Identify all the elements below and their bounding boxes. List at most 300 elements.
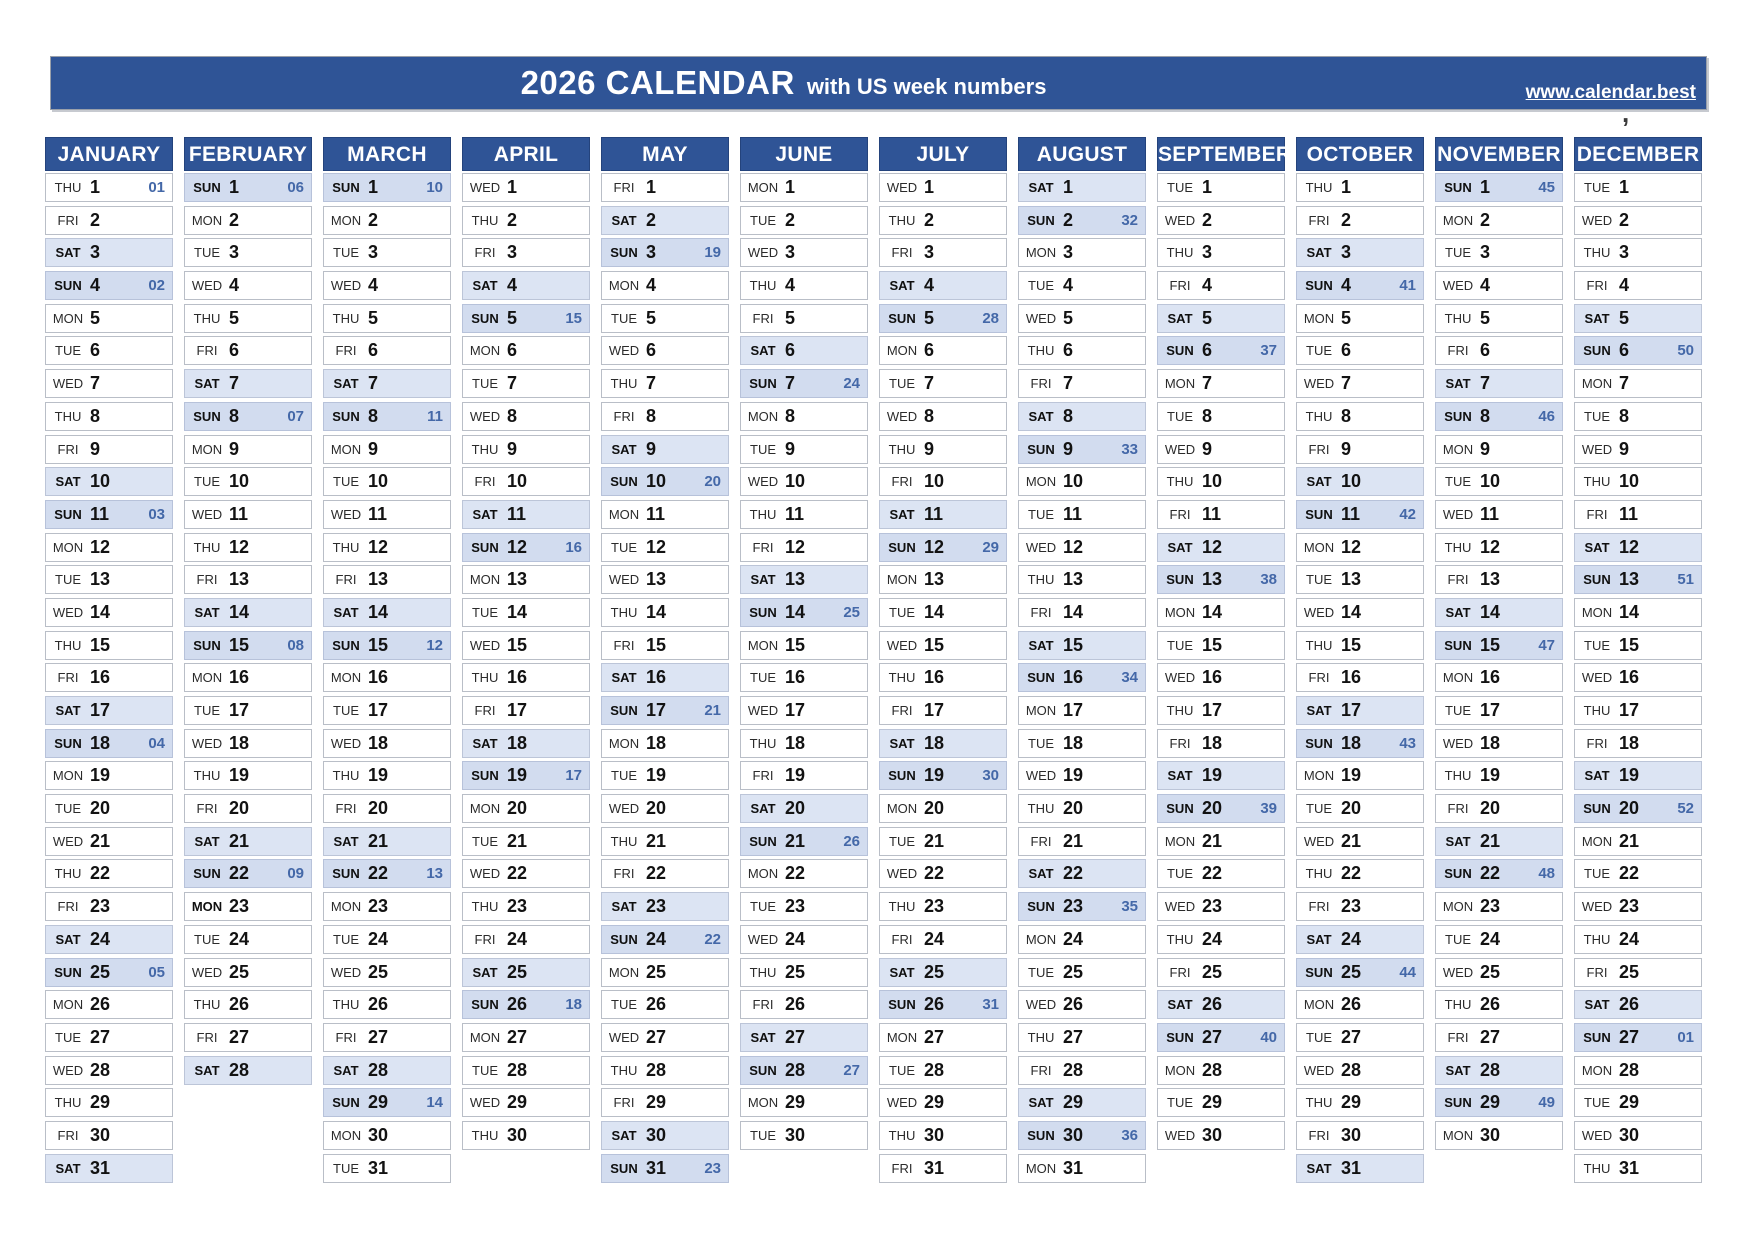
day-of-week-label: SUN bbox=[610, 245, 638, 261]
day-of-week-label: MON bbox=[1442, 1127, 1474, 1143]
day-number: 8 bbox=[646, 405, 657, 426]
day-number: 23 bbox=[1341, 896, 1362, 917]
day-cell bbox=[1435, 533, 1563, 562]
day-of-week-label: FRI bbox=[891, 1160, 913, 1176]
month-header: OCTOBER bbox=[1296, 137, 1424, 171]
day-cell bbox=[45, 435, 173, 464]
day-of-week-label: FRI bbox=[613, 637, 635, 653]
day-cell bbox=[323, 1121, 451, 1150]
day-cell bbox=[45, 729, 173, 758]
day-cell bbox=[1018, 336, 1146, 365]
day-cell bbox=[323, 304, 451, 333]
day-cell bbox=[323, 402, 451, 431]
day-cell bbox=[1157, 958, 1285, 987]
day-of-week-label: FRI bbox=[196, 1029, 218, 1045]
day-number: 1 bbox=[1619, 177, 1630, 197]
day-cell bbox=[323, 958, 451, 987]
day-of-week-label: MON bbox=[1442, 441, 1474, 457]
day-cell bbox=[184, 435, 312, 464]
day-number: 18 bbox=[90, 732, 111, 753]
week-number: 02 bbox=[148, 277, 165, 295]
day-cell bbox=[184, 631, 312, 660]
day-number: 3 bbox=[1202, 242, 1213, 263]
day-number: 6 bbox=[924, 340, 935, 361]
day-number: 7 bbox=[1619, 373, 1630, 394]
day-number: 15 bbox=[368, 634, 389, 655]
day-number: 6 bbox=[1341, 340, 1352, 361]
day-number: 24 bbox=[1202, 928, 1223, 949]
day-cell bbox=[879, 892, 1007, 921]
day-number: 15 bbox=[1341, 634, 1362, 655]
day-cell bbox=[1574, 696, 1702, 725]
day-cell bbox=[1296, 467, 1424, 496]
day-number: 25 bbox=[368, 961, 389, 982]
month-header: AUGUST bbox=[1018, 137, 1146, 171]
day-number: 1 bbox=[924, 177, 935, 197]
day-of-week-label: MON bbox=[1442, 212, 1474, 228]
day-cell bbox=[1435, 794, 1563, 823]
day-cell bbox=[740, 729, 868, 758]
day-of-week-label: TUE bbox=[1584, 1095, 1610, 1111]
day-cell bbox=[601, 1056, 729, 1085]
day-number: 26 bbox=[1202, 994, 1223, 1015]
day-of-week-label: WED bbox=[1025, 310, 1057, 326]
day-cell bbox=[1018, 369, 1146, 398]
day-cell bbox=[879, 173, 1007, 202]
day-of-week-label: TUE bbox=[333, 245, 359, 261]
day-of-week-label: SAT bbox=[1028, 866, 1054, 882]
day-number: 26 bbox=[229, 994, 250, 1015]
day-number: 24 bbox=[229, 928, 250, 949]
day-of-week-label: SAT bbox=[472, 278, 498, 294]
day-number: 23 bbox=[1063, 896, 1084, 917]
day-cell bbox=[1574, 892, 1702, 921]
day-of-week-label: MON bbox=[330, 899, 362, 915]
day-of-week-label: TUE bbox=[611, 539, 637, 555]
day-cell bbox=[601, 369, 729, 398]
day-cell bbox=[879, 598, 1007, 627]
day-number: 15 bbox=[507, 634, 528, 655]
day-number: 11 bbox=[368, 503, 388, 524]
week-number: 46 bbox=[1538, 407, 1555, 425]
day-cell bbox=[45, 631, 173, 660]
day-number: 18 bbox=[1341, 732, 1362, 753]
day-cell bbox=[323, 794, 451, 823]
day-of-week-label: SUN bbox=[193, 180, 221, 195]
week-number: 36 bbox=[1121, 1126, 1138, 1144]
day-number: 22 bbox=[646, 863, 667, 884]
day-number: 22 bbox=[229, 863, 250, 884]
day-of-week-label: THU bbox=[610, 376, 638, 392]
day-cell bbox=[184, 271, 312, 300]
day-cell bbox=[45, 1121, 173, 1150]
day-cell bbox=[879, 794, 1007, 823]
day-of-week-label: MON bbox=[330, 441, 362, 457]
day-of-week-label: TUE bbox=[889, 376, 915, 392]
day-cell bbox=[1296, 761, 1424, 790]
day-of-week-label: MON bbox=[608, 506, 640, 522]
day-of-week-label: TUE bbox=[889, 604, 915, 620]
day-of-week-label: SUN bbox=[1444, 866, 1472, 882]
day-number: 21 bbox=[1202, 830, 1223, 851]
day-number: 18 bbox=[507, 732, 528, 753]
day-of-week-label: THU bbox=[1583, 703, 1611, 718]
day-cell bbox=[601, 435, 729, 464]
day-of-week-label: MON bbox=[330, 670, 362, 686]
day-of-week-label: FRI bbox=[1447, 1029, 1469, 1045]
day-of-week-label: MON bbox=[191, 670, 223, 686]
day-number: 6 bbox=[1202, 340, 1213, 361]
day-of-week-label: SAT bbox=[1167, 539, 1193, 555]
day-of-week-label: WED bbox=[1025, 539, 1057, 555]
day-cell bbox=[1574, 729, 1702, 758]
day-number: 20 bbox=[507, 798, 528, 819]
day-of-week-label: SUN bbox=[1444, 408, 1472, 424]
day-cell bbox=[1157, 761, 1285, 790]
day-cell bbox=[1296, 500, 1424, 529]
day-of-week-label: WED bbox=[747, 931, 779, 947]
day-number: 27 bbox=[229, 1026, 250, 1047]
month-column-march bbox=[323, 137, 451, 1186]
day-of-week-label: MON bbox=[1025, 703, 1057, 718]
day-of-week-label: MON bbox=[747, 408, 779, 424]
day-number: 5 bbox=[924, 307, 935, 328]
day-cell bbox=[45, 304, 173, 333]
day-of-week-label: TUE bbox=[194, 474, 220, 490]
day-of-week-label: THU bbox=[1166, 931, 1194, 947]
day-number: 3 bbox=[785, 242, 796, 263]
day-of-week-label: FRI bbox=[613, 866, 635, 882]
day-cell bbox=[1018, 631, 1146, 660]
day-of-week-label: FRI bbox=[1308, 1127, 1330, 1143]
day-cell bbox=[740, 925, 868, 954]
day-number: 9 bbox=[1202, 438, 1213, 459]
day-number: 2 bbox=[1341, 209, 1352, 230]
day-cell bbox=[1296, 238, 1424, 267]
day-cell bbox=[1018, 1154, 1146, 1183]
day-number: 25 bbox=[229, 961, 250, 982]
day-of-week-label: SUN bbox=[54, 278, 82, 294]
day-number: 6 bbox=[1480, 340, 1491, 361]
day-of-week-label: MON bbox=[608, 964, 640, 980]
day-cell bbox=[323, 631, 451, 660]
day-of-week-label: WED bbox=[1164, 441, 1196, 457]
day-of-week-label: THU bbox=[471, 1127, 499, 1143]
day-number: 8 bbox=[90, 405, 101, 426]
day-cell bbox=[1435, 304, 1563, 333]
day-of-week-label: TUE bbox=[1167, 180, 1193, 195]
day-cell bbox=[45, 761, 173, 790]
day-of-week-label: WED bbox=[52, 833, 84, 849]
day-of-week-label: WED bbox=[1025, 997, 1057, 1013]
day-number: 2 bbox=[1063, 209, 1074, 230]
day-number: 27 bbox=[785, 1026, 806, 1047]
day-cell bbox=[45, 533, 173, 562]
day-of-week-label: SAT bbox=[611, 1127, 637, 1143]
day-cell bbox=[1157, 173, 1285, 202]
day-of-week-label: TUE bbox=[55, 801, 81, 817]
day-number: 24 bbox=[368, 928, 389, 949]
day-cell bbox=[1435, 1121, 1563, 1150]
day-number: 9 bbox=[1619, 438, 1630, 459]
day-cell bbox=[323, 990, 451, 1019]
day-of-week-label: SAT bbox=[1306, 245, 1332, 261]
day-cell bbox=[1018, 761, 1146, 790]
day-number: 16 bbox=[1202, 667, 1223, 688]
day-cell bbox=[1296, 729, 1424, 758]
day-cell bbox=[462, 1121, 590, 1150]
day-cell bbox=[184, 794, 312, 823]
day-of-week-label: MON bbox=[608, 278, 640, 294]
day-cell bbox=[1296, 1023, 1424, 1052]
day-cell bbox=[879, 565, 1007, 594]
day-cell bbox=[1157, 598, 1285, 627]
day-number: 31 bbox=[924, 1157, 945, 1178]
day-cell bbox=[1574, 1154, 1702, 1183]
day-number: 9 bbox=[507, 438, 518, 459]
day-of-week-label: THU bbox=[888, 441, 916, 457]
day-number: 16 bbox=[1341, 667, 1362, 688]
day-of-week-label: THU bbox=[1166, 703, 1194, 718]
day-cell bbox=[879, 663, 1007, 692]
day-number: 12 bbox=[1341, 536, 1362, 557]
day-of-week-label: MON bbox=[1303, 997, 1335, 1013]
week-number: 05 bbox=[148, 963, 165, 981]
day-cell bbox=[323, 500, 451, 529]
day-of-week-label: WED bbox=[1442, 735, 1474, 751]
day-of-week-label: SAT bbox=[1167, 768, 1193, 784]
day-number: 3 bbox=[90, 242, 101, 263]
day-cell bbox=[1574, 958, 1702, 987]
day-cell bbox=[1296, 631, 1424, 660]
day-number: 14 bbox=[1619, 601, 1640, 622]
day-cell bbox=[740, 467, 868, 496]
day-of-week-label: SAT bbox=[1445, 604, 1471, 620]
day-number: 9 bbox=[924, 438, 935, 459]
day-of-week-label: SAT bbox=[1306, 474, 1332, 490]
day-cell bbox=[1018, 958, 1146, 987]
day-number: 9 bbox=[229, 438, 240, 459]
day-number: 10 bbox=[1619, 471, 1640, 492]
day-number: 13 bbox=[507, 569, 528, 590]
day-cell bbox=[1157, 892, 1285, 921]
day-of-week-label: FRI bbox=[891, 703, 913, 718]
day-number: 13 bbox=[646, 569, 667, 590]
day-of-week-label: THU bbox=[1444, 310, 1472, 326]
day-of-week-label: FRI bbox=[1169, 735, 1191, 751]
day-number: 12 bbox=[507, 536, 528, 557]
day-of-week-label: WED bbox=[52, 1062, 84, 1078]
day-number: 14 bbox=[1341, 601, 1362, 622]
day-of-week-label: SAT bbox=[1306, 1160, 1332, 1176]
day-cell bbox=[184, 336, 312, 365]
day-of-week-label: TUE bbox=[1306, 1029, 1332, 1045]
website-link[interactable]: www.calendar.best bbox=[1525, 82, 1696, 103]
day-number: 28 bbox=[368, 1059, 389, 1080]
day-number: 13 bbox=[368, 569, 389, 590]
day-number: 27 bbox=[1480, 1026, 1501, 1047]
day-of-week-label: SAT bbox=[1584, 997, 1610, 1013]
day-of-week-label: WED bbox=[1164, 899, 1196, 915]
day-of-week-label: THU bbox=[193, 310, 221, 326]
week-number: 48 bbox=[1538, 865, 1555, 883]
day-of-week-label: FRI bbox=[1308, 670, 1330, 686]
day-cell bbox=[879, 500, 1007, 529]
day-of-week-label: FRI bbox=[752, 310, 774, 326]
day-of-week-label: WED bbox=[1303, 833, 1335, 849]
day-number: 8 bbox=[1063, 405, 1074, 426]
week-number: 50 bbox=[1677, 342, 1694, 360]
day-number: 13 bbox=[785, 569, 806, 590]
day-number: 30 bbox=[646, 1124, 667, 1145]
day-cell bbox=[1018, 500, 1146, 529]
day-cell bbox=[1574, 794, 1702, 823]
day-number: 20 bbox=[924, 798, 945, 819]
day-of-week-label: TUE bbox=[1028, 735, 1054, 751]
day-cell bbox=[1296, 435, 1424, 464]
day-of-week-label: FRI bbox=[196, 343, 218, 359]
day-number: 1 bbox=[1202, 177, 1213, 197]
day-number: 15 bbox=[1063, 634, 1084, 655]
week-number: 32 bbox=[1121, 211, 1138, 229]
day-number: 10 bbox=[785, 471, 806, 492]
day-number: 4 bbox=[1063, 275, 1074, 296]
day-cell bbox=[462, 1056, 590, 1085]
day-cell bbox=[1296, 958, 1424, 987]
day-cell bbox=[1574, 402, 1702, 431]
month-header: JULY bbox=[879, 137, 1007, 171]
day-of-week-label: MON bbox=[330, 212, 362, 228]
day-cell bbox=[1435, 761, 1563, 790]
day-cell bbox=[323, 369, 451, 398]
day-cell bbox=[1296, 402, 1424, 431]
day-number: 30 bbox=[785, 1124, 806, 1145]
day-of-week-label: MON bbox=[747, 866, 779, 882]
day-cell bbox=[1157, 827, 1285, 856]
week-number: 01 bbox=[1677, 1028, 1694, 1046]
day-cell bbox=[184, 565, 312, 594]
day-cell bbox=[1018, 565, 1146, 594]
day-of-week-label: SUN bbox=[610, 703, 638, 718]
day-number: 12 bbox=[1063, 536, 1084, 557]
day-cell bbox=[740, 435, 868, 464]
day-cell bbox=[45, 336, 173, 365]
day-of-week-label: SUN bbox=[1166, 1029, 1194, 1045]
day-cell bbox=[740, 990, 868, 1019]
day-number: 7 bbox=[646, 373, 657, 394]
day-cell bbox=[601, 729, 729, 758]
day-cell bbox=[1574, 565, 1702, 594]
day-number: 10 bbox=[1480, 471, 1501, 492]
day-of-week-label: FRI bbox=[1586, 506, 1608, 522]
day-of-week-label: THU bbox=[1027, 801, 1055, 817]
day-number: 23 bbox=[1480, 896, 1501, 917]
day-number: 9 bbox=[646, 438, 657, 459]
day-cell bbox=[879, 304, 1007, 333]
day-number: 3 bbox=[1619, 242, 1630, 263]
day-number: 3 bbox=[507, 242, 518, 263]
day-number: 2 bbox=[1202, 209, 1213, 230]
day-cell bbox=[1435, 238, 1563, 267]
day-of-week-label: MON bbox=[52, 768, 84, 784]
day-of-week-label: FRI bbox=[196, 801, 218, 817]
day-cell bbox=[323, 1056, 451, 1085]
day-of-week-label: WED bbox=[1164, 670, 1196, 686]
day-cell bbox=[1157, 729, 1285, 758]
day-number: 1 bbox=[646, 177, 657, 197]
day-of-week-label: SAT bbox=[611, 670, 637, 686]
day-of-week-label: SUN bbox=[54, 735, 82, 751]
day-cell bbox=[1574, 533, 1702, 562]
day-cell bbox=[1157, 467, 1285, 496]
day-cell bbox=[323, 435, 451, 464]
day-cell bbox=[1157, 206, 1285, 235]
day-number: 7 bbox=[507, 373, 518, 394]
day-number: 20 bbox=[1619, 798, 1640, 819]
day-of-week-label: SAT bbox=[333, 1062, 359, 1078]
day-number: 29 bbox=[785, 1092, 806, 1113]
day-cell bbox=[1574, 663, 1702, 692]
day-cell bbox=[45, 958, 173, 987]
day-number: 11 bbox=[1341, 503, 1361, 524]
day-cell bbox=[601, 565, 729, 594]
day-number: 23 bbox=[229, 896, 250, 917]
day-number: 12 bbox=[785, 536, 806, 557]
day-of-week-label: TUE bbox=[55, 572, 81, 588]
day-of-week-label: SUN bbox=[471, 310, 499, 326]
day-number: 24 bbox=[507, 928, 528, 949]
day-number: 25 bbox=[646, 961, 667, 982]
month-column-may bbox=[601, 137, 729, 1186]
day-of-week-label: TUE bbox=[472, 604, 498, 620]
day-of-week-label: FRI bbox=[474, 474, 496, 490]
day-cell bbox=[1296, 565, 1424, 594]
day-of-week-label: SUN bbox=[332, 637, 360, 653]
day-of-week-label: WED bbox=[191, 964, 223, 980]
day-number: 24 bbox=[924, 928, 945, 949]
day-cell bbox=[601, 533, 729, 562]
day-of-week-label: MON bbox=[52, 310, 84, 326]
day-cell bbox=[323, 565, 451, 594]
day-cell bbox=[740, 827, 868, 856]
day-number: 25 bbox=[1619, 961, 1640, 982]
day-cell bbox=[1157, 500, 1285, 529]
day-number: 16 bbox=[1063, 667, 1084, 688]
day-of-week-label: TUE bbox=[194, 931, 220, 947]
day-number: 19 bbox=[507, 765, 528, 786]
day-number: 17 bbox=[368, 700, 389, 720]
day-cell bbox=[45, 271, 173, 300]
day-number: 27 bbox=[1619, 1026, 1640, 1047]
day-cell bbox=[1157, 565, 1285, 594]
day-cell bbox=[462, 827, 590, 856]
day-number: 20 bbox=[368, 798, 389, 819]
day-of-week-label: THU bbox=[1166, 245, 1194, 261]
day-of-week-label: SUN bbox=[193, 637, 221, 653]
day-of-week-label: MON bbox=[469, 1029, 501, 1045]
day-of-week-label: FRI bbox=[57, 1127, 79, 1143]
day-cell bbox=[1296, 598, 1424, 627]
day-of-week-label: SUN bbox=[1166, 343, 1194, 359]
day-number: 23 bbox=[924, 896, 945, 917]
day-number: 29 bbox=[368, 1092, 389, 1113]
day-cell bbox=[462, 663, 590, 692]
day-cell bbox=[462, 467, 590, 496]
title-banner bbox=[50, 56, 1707, 110]
day-number: 28 bbox=[229, 1059, 250, 1080]
day-cell bbox=[1435, 892, 1563, 921]
day-cell bbox=[1435, 173, 1563, 202]
